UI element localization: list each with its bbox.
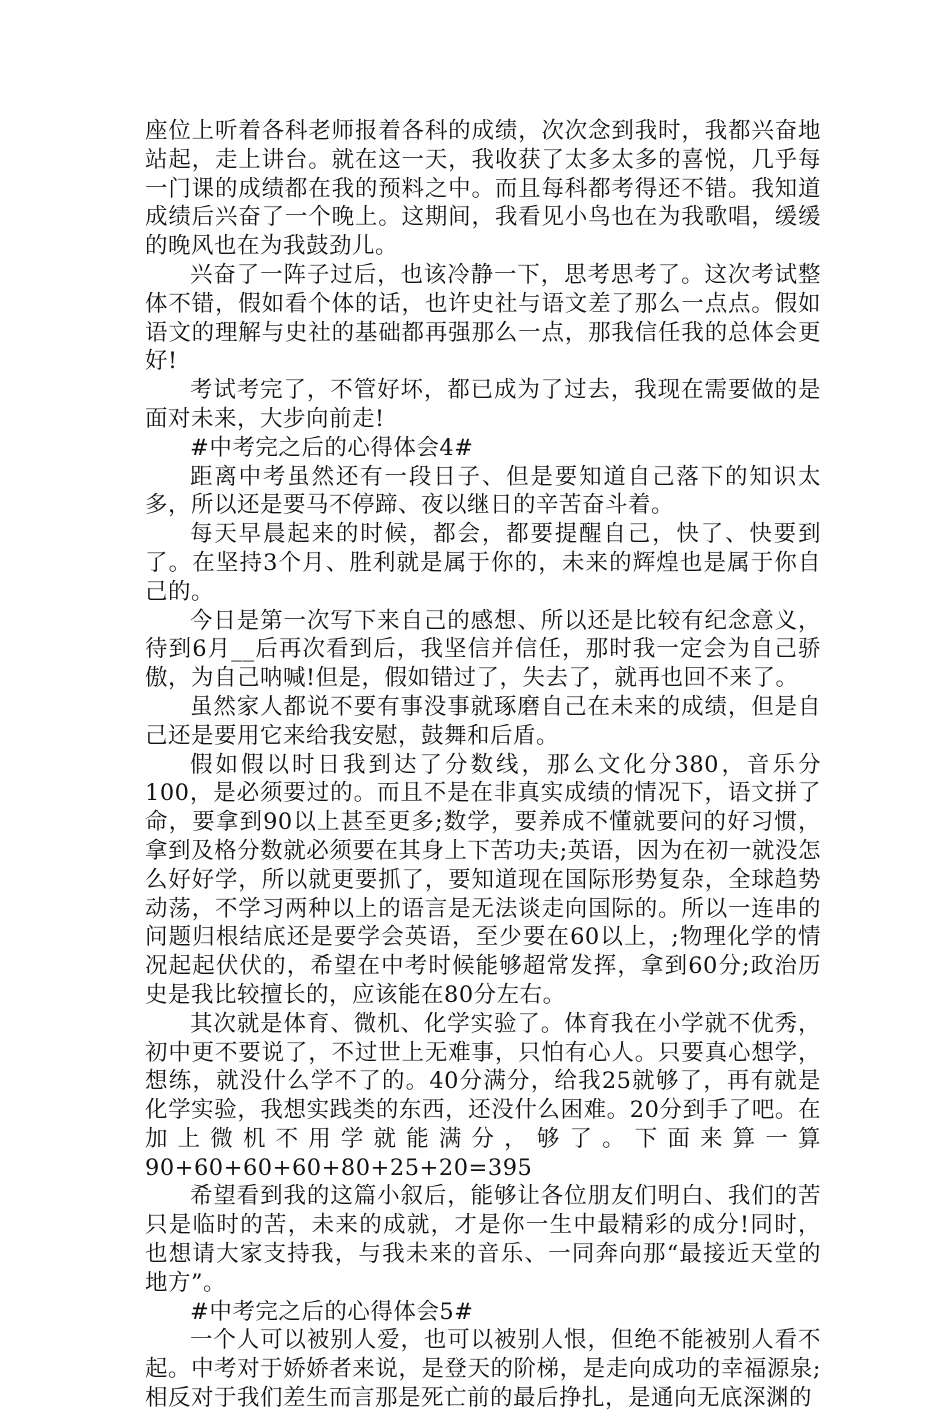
paragraph-exam-results: 座位上听着各科老师报着各科的成绩，次次念到我时，我都兴奋地站起，走上讲台。就在这一天，我收获了太多太多的喜悦，几乎每一门课的成绩都在我的预料之中。而且每科都考得还不错。我知道成绩后兴奋了一个晚上。这期间，我看见小鸟也在为我歌唱，缓缓的晚风也在为我鼓劲儿。 — [145, 118, 821, 260]
paragraph-first-time-writing: 今日是第一次写下来自己的感想、所以还是比较有纪念意义，待到6月__后再次看到后，我坚信并信任，那时我一定会为自己骄傲，为自己呐喊!但是，假如错过了，失去了，就再也回不来了。 — [145, 607, 821, 692]
paragraph-family-advice: 虽然家人都说不要有事没事就琢磨自己在未来的成绩，但是自己还是要用它来给我安慰，鼓舞和后盾。 — [145, 693, 821, 749]
score-calculation: 90+60+60+60+80+25+20=395 — [145, 1154, 533, 1181]
paragraph-pe-computer-lab: 其次就是体育、微机、化学实验了。体育我在小学就不优秀，初中更不要说了，不过世上无难事，只怕有心人。只要真心想学，想练，就没什么学不了的。40分满分，给我25就够了，再有就是化学实验，我想实践类的东西，还没什么困难。20分到手了吧。在加上微机不用学就能满分，够了。下面来算一算 — [145, 1010, 821, 1152]
paragraph-every-morning: 每天早晨起来的时候，都会，都要提醒自己，快了、快要到了。在坚持3个月、胜利就是属于你的，未来的辉煌也是属于你自己的。 — [145, 521, 821, 605]
paragraph-calm-reflection: 兴奋了一阵子过后，也该冷静一下，思考思考了。这次考试整体不错，假如看个体的话，也许史社与语文差了那么一点点。假如语文的理解与史社的基础都再强那么一点，那我信任我的总体会更好! — [145, 261, 821, 375]
paragraph-respect: 一个人可以被别人爱，也可以被别人恨，但绝不能被别人看不起。中考对于娇娇者来说，是登天的阶梯，是走向成功的幸福源泉;相反对于我们差生而言那是死亡前的最后挣扎，是通向无底深渊的 — [145, 1327, 821, 1412]
paragraph-score-plan: 假如假以时日我到达了分数线，那么文化分380，音乐分100，是必须要过的。而且不是在非真实成绩的情况下，语文拼了命，要拿到90以上甚至更多;数学，要养成不懂就要问的好习惯，拿到及格分数就必须要在其身上下苦功夫;英语，因为在初一就没怎么好好学，所以就更要抓了，要知道现在国际形势复杂，全球趋势动荡，不学习两种以上的语言是无法谈走向国际的。所以一连串的问题归根结底还是要学会英语，至少要在60以上，;物理化学的情况起起伏伏的，希望在中考时候能够超常发挥，拿到60分;政治历史是我比较擅长的，应该能在80分左右。 — [145, 751, 821, 1008]
section-heading-5: #中考完之后的心得体会5# — [190, 1298, 474, 1325]
paragraph-hard-work: 距离中考虽然还有一段日子、但是要知道自己落下的知识太多，所以还是要马不停蹄、夜以继日的辛苦奋斗着。 — [145, 463, 821, 519]
section-heading-4: #中考完之后的心得体会4# — [190, 434, 474, 461]
paragraph-hope-friends: 希望看到我的这篇小叙后，能够让各位朋友们明白、我们的苦只是临时的苦，未来的成就，才是你一生中最精彩的成分!同时，也想请大家支持我，与我未来的音乐、一同奔向那“最接近天堂的地方”。 — [145, 1183, 821, 1296]
paragraph-face-future: 考试考完了，不管好坏，都已成为了过去，我现在需要做的是面对未来，大步向前走! — [145, 377, 821, 432]
document-body — [145, 117, 821, 1413]
